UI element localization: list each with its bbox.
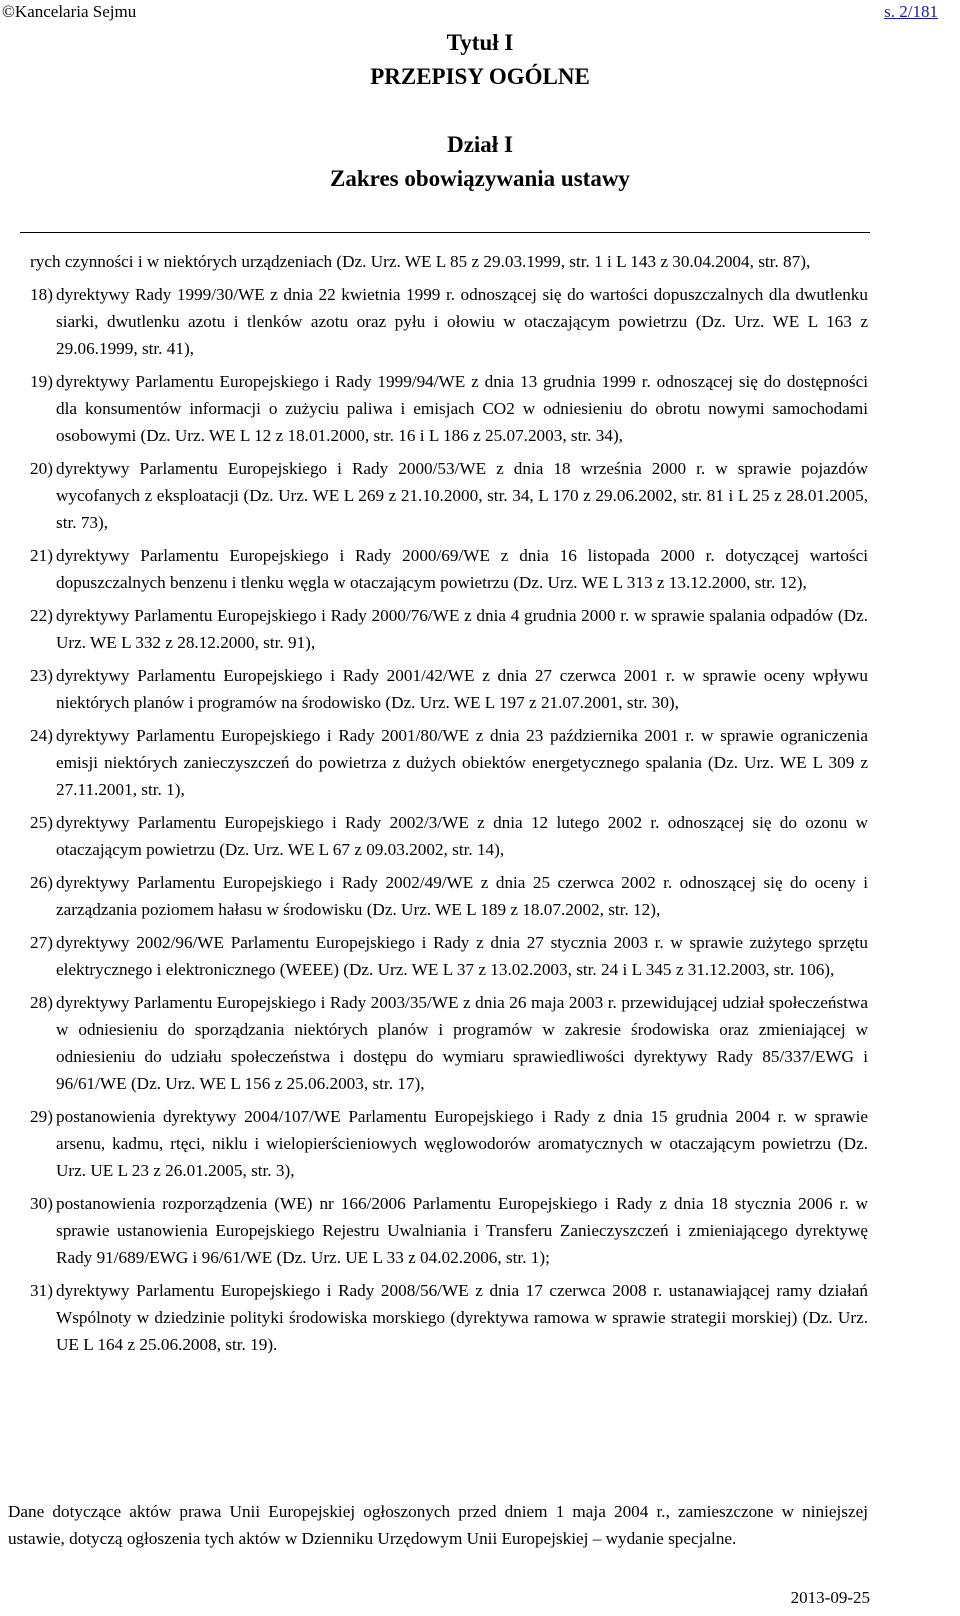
list-item [30,929,868,983]
list-item [30,602,868,656]
list-item [30,869,868,923]
item-number: 19) [30,372,53,391]
footnote-divider [20,232,870,233]
item-text: dyrektywy Parlamentu Europejskiego i Rady 2002/3/WE z dnia 12 lutego 2002 r. odnoszącej się do ozonu w otaczającym powietrzu (Dz. Urz. WE L 67 z 09.03.2002, str. 14), [56,813,868,859]
item-number: 30) [30,1194,53,1213]
directive-list [30,281,868,1358]
list-item [30,1190,868,1271]
item-text: dyrektywy Parlamentu Europejskiego i Rady 2000/69/WE z dnia 16 listopada 2000 r. dotyczącej wartości dopuszczalnych benzenu i tlenku węgla w otaczającym powietrzu (Dz. Urz. WE L 313 z 13.12.2000, str. 12), [56,546,868,592]
item-text: dyrektywy Parlamentu Europejskiego i Rady 1999/94/WE z dnia 13 grudnia 1999 r. odnoszącej się do dostępności dla konsumentów informacji o zużyciu paliwa i emisjach CO2 w odniesieniu do obrotu nowymi samochodami osobowymi (Dz. Urz. WE L 12 z 18.01.2000, str. 16 i L 186 z 25.07.2003, str. 34), [56,372,868,445]
page-number-link[interactable]: s. 2/181 [884,2,938,21]
item-text: postanowienia dyrektywy 2004/107/WE Parlamentu Europejskiego i Rady z dnia 15 grudnia 2004 r. w sprawie arsenu, kadmu, rtęci, niklu i wielopierścieniowych węglowodorów aromatycznych w otaczającym powietrzu (Dz. Urz. UE L 23 z 26.01.2005, str. 3), [56,1107,868,1180]
list-item [30,662,868,716]
item-number: 28) [30,993,53,1012]
item-number: 24) [30,726,53,745]
item-text: dyrektywy Parlamentu Europejskiego i Rady 2001/42/WE z dnia 27 czerwca 2001 r. w sprawie oceny wpływu niektórych planów i programów na środowisko (Dz. Urz. WE L 197 z 21.07.2001, str. 30), [56,666,868,712]
section-name: Zakres obowiązywania ustawy [330,166,630,191]
item-number: 23) [30,666,53,685]
list-item [30,542,868,596]
list-item [30,281,868,362]
item-text: dyrektywy Parlamentu Europejskiego i Rady 2008/56/WE z dnia 17 czerwca 2008 r. ustanawiającej ramy działań Wspólnoty w dziedzinie polityki środowiska morskiego (dyrektywa ramowa w sprawie strategii morskiej) (Dz. Urz. UE L 164 z 25.06.2008, str. 19). [56,1281,868,1354]
item-number: 20) [30,459,53,478]
item-number: 26) [30,873,53,892]
item-text: dyrektywy Rady 1999/30/WE z dnia 22 kwietnia 1999 r. odnoszącej się do wartości dopuszczalnych dla dwutlenku siarki, dwutlenku azotu i tlenków azotu oraz pyłu i ołowiu w otaczającym powietrzu (Dz. Urz. WE L 163 z 29.06.1999, str. 41), [56,285,868,358]
item-text: dyrektywy Parlamentu Europejskiego i Rady 2000/53/WE z dnia 18 września 2000 r. w sprawie pojazdów wycofanych z eksploatacji (Dz. Urz. WE L 269 z 21.10.2000, str. 34, L 170 z 29.06.2002, str. 81 i L 25 z 28.01.2005, str. 73), [56,459,868,532]
item-text: dyrektywy Parlamentu Europejskiego i Rady 2002/49/WE z dnia 25 czerwca 2002 r. odnoszącej się do oceny i zarządzania poziomem hałasu w środowisku (Dz. Urz. WE L 189 z 18.07.2002, str. 12), [56,873,868,919]
publication-note: Dane dotyczące aktów prawa Unii Europejskiej ogłoszonych przed dniem 1 maja 2004 r., zamieszczone w niniejszej ustawie, dotyczą ogłoszenia tych aktów w Dzienniku Urzędowym Unii Europejskiej – wydanie specjalne. [8,1502,868,1548]
copyright-label: ©Kancelaria Sejmu [2,2,137,21]
page-number[interactable] [884,2,938,22]
item-number: 25) [30,813,53,832]
item-number: 21) [30,546,53,565]
item-number: 29) [30,1107,53,1126]
item-text: postanowienia rozporządzenia (WE) nr 166/2006 Parlamentu Europejskiego i Rady z dnia 18 stycznia 2006 r. w sprawie ustanowienia Europejskiego Rejestru Uwalniania i Transferu Zanieczyszczeń i zmieniającego dyrektywę Rady 91/689/EWG i 96/61/WE (Dz. Urz. UE L 33 z 04.02.2006, str. 1); [56,1194,868,1267]
continuation-text: rych czynności i w niektórych urządzeniach (Dz. Urz. WE L 85 z 29.03.1999, str. 1 i L 143 z 30.04.2004, str. 87), [30,252,811,271]
list-item [30,722,868,803]
item-text: dyrektywy Parlamentu Europejskiego i Rady 2000/76/WE z dnia 4 grudnia 2000 r. w sprawie spalania odpadów (Dz. Urz. WE L 332 z 28.12.2000, str. 91), [56,606,868,652]
document-date: 2013-09-25 [790,1588,870,1607]
section-heading: Dział I [447,132,513,157]
title-name: PRZEPISY OGÓLNE [370,64,590,89]
list-item [30,1277,868,1358]
item-text: dyrektywy Parlamentu Europejskiego i Rady 2001/80/WE z dnia 23 października 2001 r. w sprawie ograniczenia emisji niektórych zanieczyszczeń do powietrza z dużych obiektów energetycznego spalania (Dz. Urz. WE L 309 z 27.11.2001, str. 1), [56,726,868,799]
list-item [30,809,868,863]
list-item [30,455,868,536]
item-text: dyrektywy 2002/96/WE Parlamentu Europejskiego i Rady z dnia 27 stycznia 2003 r. w sprawie zużytego sprzętu elektrycznego i elektronicznego (WEEE) (Dz. Urz. WE L 37 z 13.02.2003, str. 24 i L 345 z 31.12.2003, str. 106), [56,933,868,979]
list-item [30,1103,868,1184]
item-number: 22) [30,606,53,625]
item-number: 27) [30,933,53,952]
item-text: dyrektywy Parlamentu Europejskiego i Rady 2003/35/WE z dnia 26 maja 2003 r. przewidującej udział społeczeństwa w odniesieniu do sporządzania niektórych planów i programów w zakresie środowiska oraz zmieniającej w odniesieniu do udziału społeczeństwa i dostępu do wymiaru sprawiedliwości dyrektywy Rady 85/337/EWG i 96/61/WE (Dz. Urz. WE L 156 z 25.06.2003, str. 17), [56,993,868,1093]
item-number: 18) [30,285,53,304]
title-heading: Tytuł I [446,30,514,55]
list-item [30,368,868,449]
list-item [30,989,868,1097]
item-number: 31) [30,1281,53,1300]
footnote-body [30,248,868,1364]
